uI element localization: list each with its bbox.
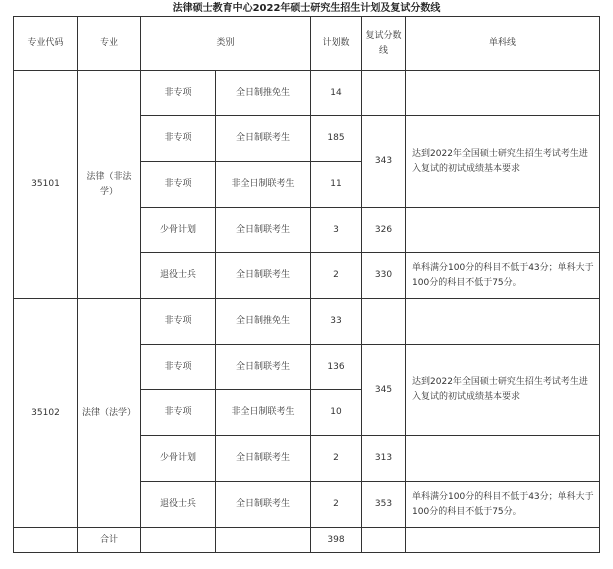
category-mode: 全日制联考生 [216, 482, 311, 528]
single-line [406, 71, 600, 116]
category-mode: 全日制联考生 [216, 253, 311, 299]
total-empty [141, 528, 216, 553]
plan-count: 136 [311, 345, 362, 390]
plan-count: 2 [311, 482, 362, 528]
total-empty [14, 528, 78, 553]
category-type: 退役士兵 [141, 253, 216, 299]
total-empty [216, 528, 311, 553]
total-label: 合计 [78, 528, 141, 553]
single-line [406, 208, 600, 253]
single-line: 达到2022年全国硕士研究生招生考试考生进入复试的初试成绩基本要求 [406, 345, 600, 436]
table-row [14, 299, 600, 345]
score-line: 345 [362, 345, 406, 436]
category-mode: 全日制联考生 [216, 345, 311, 390]
category-mode: 非全日制联考生 [216, 162, 311, 208]
major-name: 法律（非法学） [78, 71, 141, 299]
category-type: 非专项 [141, 299, 216, 345]
score-line: 353 [362, 482, 406, 528]
header-code: 专业代码 [14, 17, 78, 71]
single-line [406, 436, 600, 482]
category-mode: 非全日制联考生 [216, 390, 311, 436]
page-title: 法律硕士教育中心2022年硕士研究生招生计划及复试分数线 [172, 3, 441, 14]
header-plan: 计划数 [311, 17, 362, 71]
category-type: 退役士兵 [141, 482, 216, 528]
score-line: 326 [362, 208, 406, 253]
major-name: 法律（法学） [78, 299, 141, 528]
single-line: 单科满分100分的科目不低于43分；单科大于100分的科目不低于75分。 [406, 253, 600, 299]
total-empty [362, 528, 406, 553]
category-mode: 全日制推免生 [216, 299, 311, 345]
total-empty [406, 528, 600, 553]
single-line: 达到2022年全国硕士研究生招生考试考生进入复试的初试成绩基本要求 [406, 116, 600, 208]
category-mode: 全日制推免生 [216, 71, 311, 116]
admission-table [13, 16, 600, 553]
category-mode: 全日制联考生 [216, 208, 311, 253]
category-mode: 全日制联考生 [216, 116, 311, 162]
category-type: 非专项 [141, 116, 216, 162]
category-mode: 全日制联考生 [216, 436, 311, 482]
header-single: 单科线 [406, 17, 600, 71]
category-type: 少骨计划 [141, 436, 216, 482]
category-type: 非专项 [141, 162, 216, 208]
plan-count: 2 [311, 436, 362, 482]
plan-count: 2 [311, 253, 362, 299]
plan-count: 33 [311, 299, 362, 345]
header-score: 复试分数线 [362, 17, 406, 71]
header-major: 专业 [78, 17, 141, 71]
header-row [14, 17, 600, 71]
score-line: 330 [362, 253, 406, 299]
plan-count: 3 [311, 208, 362, 253]
category-type: 非专项 [141, 71, 216, 116]
plan-count: 185 [311, 116, 362, 162]
major-code: 35102 [14, 299, 78, 528]
category-type: 少骨计划 [141, 208, 216, 253]
plan-count: 14 [311, 71, 362, 116]
header-category: 类别 [141, 17, 311, 71]
major-code: 35101 [14, 71, 78, 299]
total-row [14, 528, 600, 553]
single-line: 单科满分100分的科目不低于43分；单科大于100分的科目不低于75分。 [406, 482, 600, 528]
score-line: 313 [362, 436, 406, 482]
score-line [362, 299, 406, 345]
plan-count: 11 [311, 162, 362, 208]
total-plan: 398 [311, 528, 362, 553]
score-line: 343 [362, 116, 406, 208]
table-row [14, 71, 600, 116]
single-line [406, 299, 600, 345]
category-type: 非专项 [141, 345, 216, 390]
category-type: 非专项 [141, 390, 216, 436]
score-line [362, 71, 406, 116]
plan-count: 10 [311, 390, 362, 436]
